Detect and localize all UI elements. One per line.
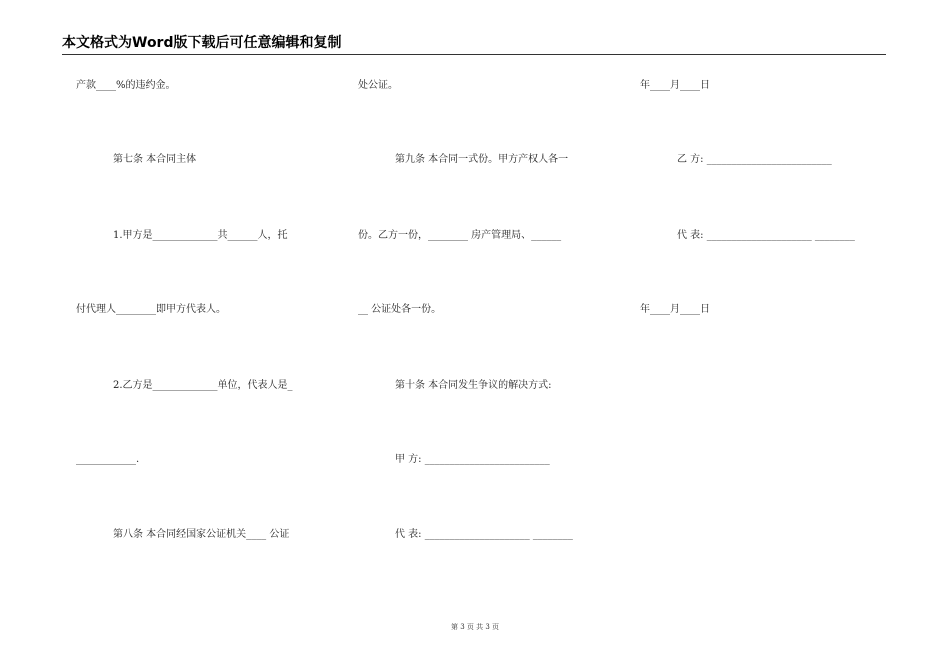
left-line-3: 1.甲方是_____________共______人，托 [113, 230, 288, 241]
right-line-2: 乙 方: _________________________ [677, 154, 832, 165]
page-footer: 第 3 页 共 3 页 [450, 623, 500, 631]
page-header [62, 34, 886, 55]
left-line-5: 2.乙方是_____________单位，代表人是_ [113, 380, 293, 391]
header-title: 本文格式为Word版下载后可任意编辑和复制 [62, 35, 342, 51]
middle-line-1: 处公证。 [358, 80, 398, 91]
middle-line-3: 份。乙方一份，________ 房产管理局、______ [358, 230, 562, 241]
middle-line-6: 甲 方: _________________________ [395, 454, 550, 465]
left-line-1: 产款____%的违约金。 [76, 80, 176, 91]
middle-line-5: 第十条 本合同发生争议的解决方式: [395, 380, 552, 391]
right-line-4: 年____月____日 [640, 304, 710, 315]
left-line-4: 付代理人________即甲方代表人。 [76, 304, 226, 315]
middle-line-2: 第九条 本合同一式份。甲方产权人各一 [395, 154, 569, 165]
left-line-7: 第八条 本合同经国家公证机关____ 公证 [113, 529, 290, 540]
left-line-6: ____________. [76, 454, 140, 465]
middle-line-4: __ 公证处各一份。 [358, 304, 442, 315]
middle-line-7: 代 表: _____________________ ________ [395, 529, 573, 540]
left-line-2: 第七条 本合同主体 [113, 154, 197, 165]
right-line-1: 年____月____日 [640, 80, 710, 91]
right-line-3: 代 表: _____________________ ________ [677, 230, 855, 241]
